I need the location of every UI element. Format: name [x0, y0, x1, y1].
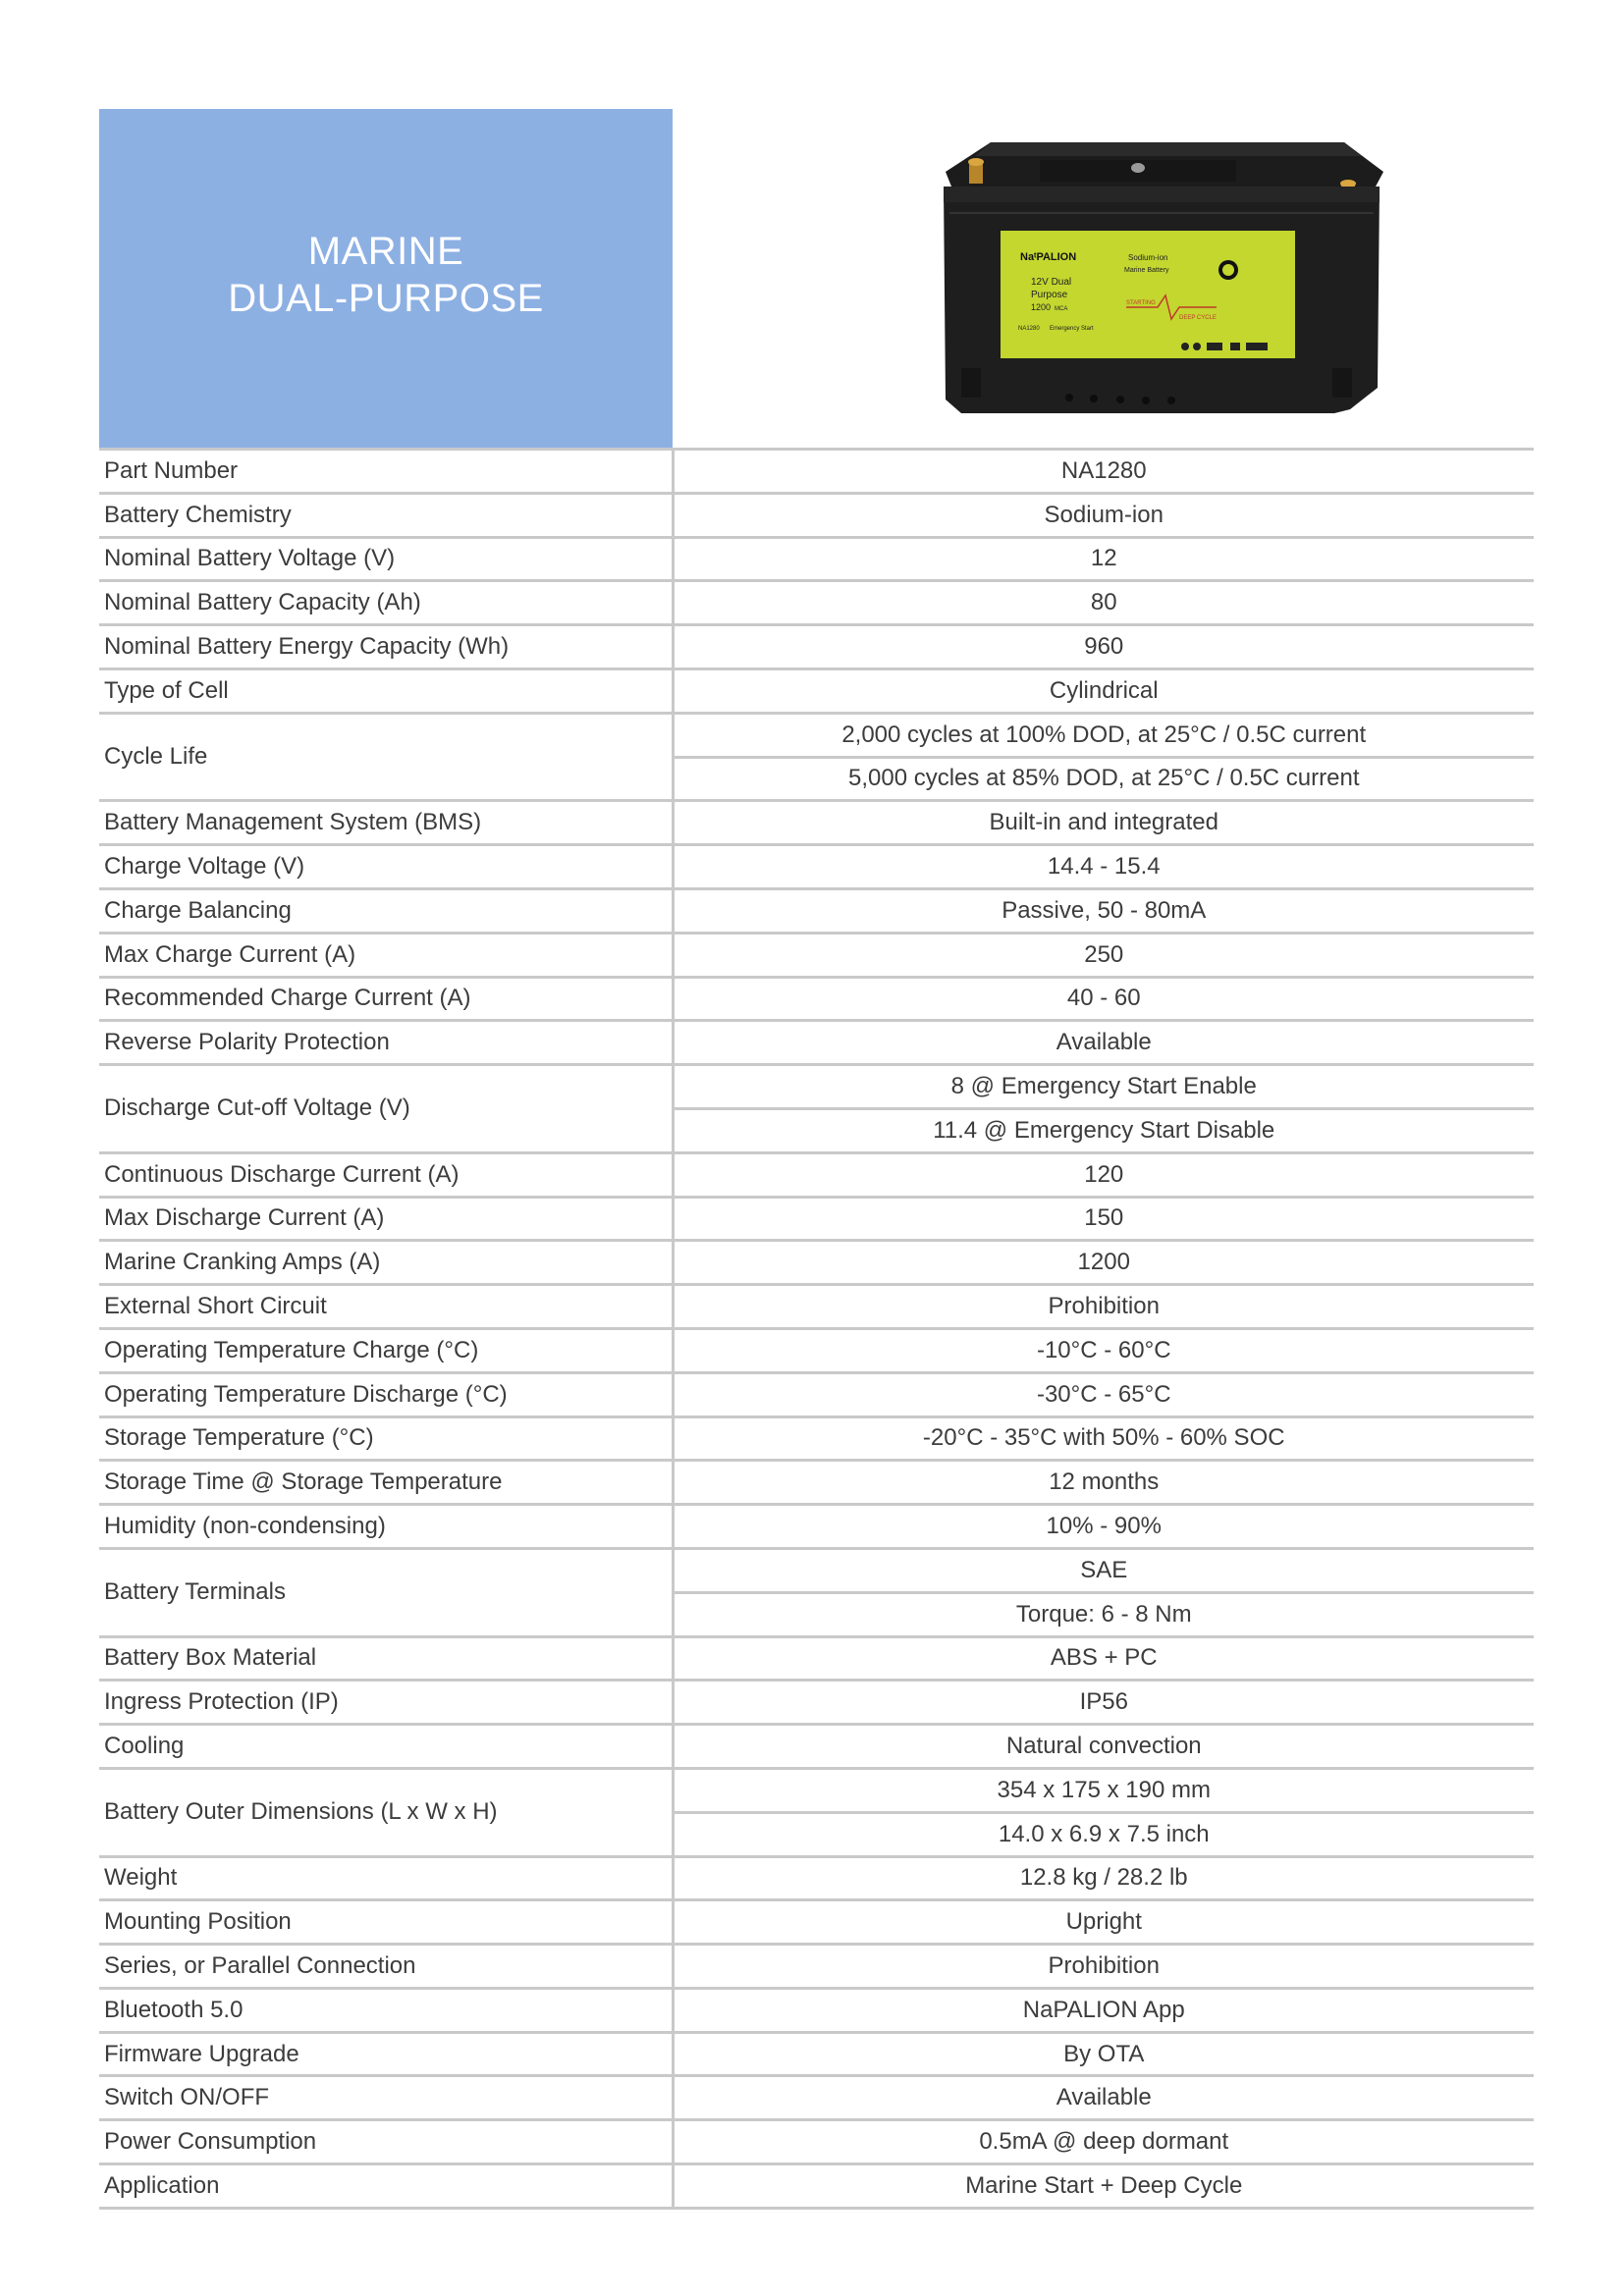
- spec-row: [99, 1328, 1534, 1372]
- battery-mca-unit: MCA: [1055, 306, 1068, 312]
- spec-value: 150: [673, 1197, 1534, 1241]
- category-title-line2: DUAL-PURPOSE: [228, 277, 544, 320]
- spec-label: Battery Outer Dimensions (L x W x H): [99, 1768, 673, 1856]
- spec-value: Available: [673, 1021, 1534, 1065]
- spec-row: [99, 1988, 1534, 2032]
- spec-row: [99, 1900, 1534, 1945]
- spec-label: Charge Balancing: [99, 888, 673, 933]
- spec-value: -30°C - 65°C: [673, 1372, 1534, 1416]
- spec-row: [99, 713, 1534, 757]
- spec-header: [99, 109, 1534, 449]
- spec-value: Available: [673, 2076, 1534, 2120]
- spec-row: [99, 1197, 1534, 1241]
- spec-label: Marine Cranking Amps (A): [99, 1241, 673, 1285]
- spec-label: Firmware Upgrade: [99, 2032, 673, 2076]
- battery-mca-text: 1200: [1031, 302, 1052, 312]
- spec-row: [99, 450, 1534, 494]
- spec-label: Battery Terminals: [99, 1548, 673, 1636]
- spec-value: 10% - 90%: [673, 1505, 1534, 1549]
- spec-label: Reverse Polarity Protection: [99, 1021, 673, 1065]
- battery-mode-cycle: DEEP CYCLE: [1179, 315, 1217, 321]
- spec-label: Bluetooth 5.0: [99, 1988, 673, 2032]
- spec-label: Nominal Battery Voltage (V): [99, 537, 673, 581]
- spec-row: [99, 1021, 1534, 1065]
- spec-label: Discharge Cut-off Voltage (V): [99, 1065, 673, 1153]
- spec-row: [99, 845, 1534, 889]
- spec-row: [99, 888, 1534, 933]
- spec-row: [99, 2164, 1534, 2209]
- spec-table-body: [99, 450, 1534, 2209]
- spec-row: [99, 1461, 1534, 1505]
- spec-row: [99, 625, 1534, 669]
- spec-label: Series, or Parallel Connection: [99, 1945, 673, 1989]
- spec-row: [99, 1241, 1534, 1285]
- spec-value: 12: [673, 537, 1534, 581]
- spec-row: [99, 1152, 1534, 1197]
- spec-label: Part Number: [99, 450, 673, 494]
- spec-label: Switch ON/OFF: [99, 2076, 673, 2120]
- spec-value: 40 - 60: [673, 977, 1534, 1021]
- spec-value: 14.0 x 6.9 x 7.5 inch: [673, 1812, 1534, 1856]
- spec-label: Battery Chemistry: [99, 493, 673, 537]
- spec-label: Weight: [99, 1856, 673, 1900]
- spec-value: By OTA: [673, 2032, 1534, 2076]
- spec-label: Nominal Battery Energy Capacity (Wh): [99, 625, 673, 669]
- spec-label: Operating Temperature Charge (°C): [99, 1328, 673, 1372]
- spec-label: Storage Temperature (°C): [99, 1416, 673, 1461]
- spec-value: 8 @ Emergency Start Enable: [673, 1065, 1534, 1109]
- battery-part-tag: NA1280: [1018, 326, 1040, 332]
- spec-value: 5,000 cycles at 85% DOD, at 25°C / 0.5C current: [673, 757, 1534, 801]
- spec-value: 960: [673, 625, 1534, 669]
- spec-value: 2,000 cycles at 100% DOD, at 25°C / 0.5C current: [673, 713, 1534, 757]
- battery-product-image: [893, 123, 1433, 442]
- spec-row: [99, 1416, 1534, 1461]
- spec-row: [99, 1945, 1534, 1989]
- spec-row: [99, 1505, 1534, 1549]
- spec-label: Continuous Discharge Current (A): [99, 1152, 673, 1197]
- spec-label: Cooling: [99, 1725, 673, 1769]
- spec-label: Max Discharge Current (A): [99, 1197, 673, 1241]
- battery-chemistry-line2: Marine Battery: [1124, 267, 1169, 274]
- spec-row: [99, 537, 1534, 581]
- battery-brand-text: NaᵗPALION: [1020, 251, 1077, 263]
- spec-row: [99, 2076, 1534, 2120]
- battery-model-line1: 12V Dual: [1031, 277, 1072, 288]
- spec-row: [99, 1681, 1534, 1725]
- spec-label: Type of Cell: [99, 668, 673, 713]
- spec-label: Cycle Life: [99, 713, 673, 801]
- spec-value: NA1280: [673, 450, 1534, 494]
- spec-value: Upright: [673, 1900, 1534, 1945]
- spec-row: [99, 1065, 1534, 1109]
- spec-row: [99, 1768, 1534, 1812]
- spec-value: Sodium-ion: [673, 493, 1534, 537]
- spec-label: Charge Voltage (V): [99, 845, 673, 889]
- spec-label: Humidity (non-condensing): [99, 1505, 673, 1549]
- spec-label: Mounting Position: [99, 1900, 673, 1945]
- spec-row: [99, 1636, 1534, 1681]
- spec-value: Built-in and integrated: [673, 801, 1534, 845]
- spec-row: [99, 493, 1534, 537]
- spec-row: [99, 801, 1534, 845]
- spec-row: [99, 1548, 1534, 1592]
- spec-value: Cylindrical: [673, 668, 1534, 713]
- spec-value: Prohibition: [673, 1285, 1534, 1329]
- spec-value: NaPALION App: [673, 1988, 1534, 2032]
- spec-value: 0.5mA @ deep dormant: [673, 2120, 1534, 2164]
- spec-label: Max Charge Current (A): [99, 933, 673, 977]
- spec-row: [99, 933, 1534, 977]
- spec-value: 80: [673, 581, 1534, 625]
- spec-label: Operating Temperature Discharge (°C): [99, 1372, 673, 1416]
- spec-value: 14.4 - 15.4: [673, 845, 1534, 889]
- spec-label: Battery Management System (BMS): [99, 801, 673, 845]
- category-title-line1: MARINE: [307, 230, 464, 273]
- spec-value: IP56: [673, 1681, 1534, 1725]
- spec-label: Recommended Charge Current (A): [99, 977, 673, 1021]
- spec-label: Ingress Protection (IP): [99, 1681, 673, 1725]
- spec-value: SAE: [673, 1548, 1534, 1592]
- battery-mode-start: STARTING: [1126, 300, 1156, 306]
- spec-table: [99, 448, 1534, 2210]
- battery-model-line2: Purpose: [1031, 290, 1068, 300]
- battery-chemistry-line1: Sodium-ion: [1128, 253, 1168, 262]
- spec-row: [99, 581, 1534, 625]
- spec-value: Torque: 6 - 8 Nm: [673, 1592, 1534, 1636]
- category-title: [228, 228, 544, 322]
- spec-row: [99, 1856, 1534, 1900]
- spec-label: Application: [99, 2164, 673, 2209]
- spec-label: Storage Time @ Storage Temperature: [99, 1461, 673, 1505]
- spec-label: Battery Box Material: [99, 1636, 673, 1681]
- spec-row: [99, 2032, 1534, 2076]
- spec-label: Nominal Battery Capacity (Ah): [99, 581, 673, 625]
- spec-row: [99, 1285, 1534, 1329]
- spec-value: 12 months: [673, 1461, 1534, 1505]
- spec-value: 1200: [673, 1241, 1534, 1285]
- spec-value: Natural convection: [673, 1725, 1534, 1769]
- spec-value: 250: [673, 933, 1534, 977]
- spec-row: [99, 977, 1534, 1021]
- spec-row: [99, 1725, 1534, 1769]
- spec-value: -20°C - 35°C with 50% - 60% SOC: [673, 1416, 1534, 1461]
- spec-row: [99, 1372, 1534, 1416]
- spec-label: Power Consumption: [99, 2120, 673, 2164]
- spec-value: Passive, 50 - 80mA: [673, 888, 1534, 933]
- category-banner: [99, 109, 673, 449]
- spec-value: 120: [673, 1152, 1534, 1197]
- spec-label: External Short Circuit: [99, 1285, 673, 1329]
- spec-value: 354 x 175 x 190 mm: [673, 1768, 1534, 1812]
- spec-value: Marine Start + Deep Cycle: [673, 2164, 1534, 2209]
- battery-feature-text: Emergency Start: [1050, 326, 1094, 332]
- spec-value: 12.8 kg / 28.2 lb: [673, 1856, 1534, 1900]
- spec-row: [99, 668, 1534, 713]
- spec-value: -10°C - 60°C: [673, 1328, 1534, 1372]
- spec-row: [99, 2120, 1534, 2164]
- spec-value: ABS + PC: [673, 1636, 1534, 1681]
- spec-value: Prohibition: [673, 1945, 1534, 1989]
- spec-value: 11.4 @ Emergency Start Disable: [673, 1108, 1534, 1152]
